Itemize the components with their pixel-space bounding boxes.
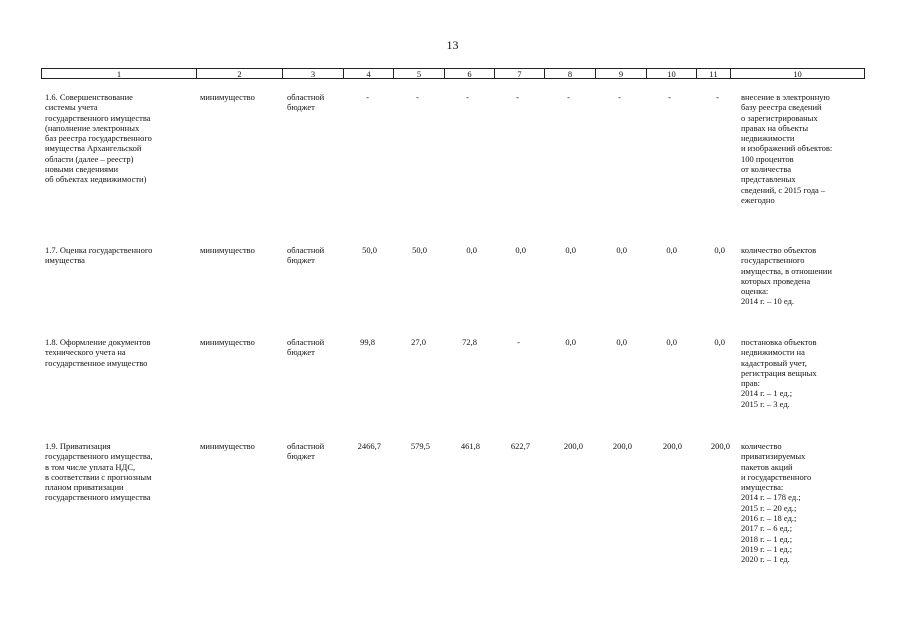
funding-source: областной бюджет bbox=[287, 337, 325, 358]
value-cell: 622,7 bbox=[510, 441, 530, 451]
executor: минимущество bbox=[200, 245, 255, 255]
value-cell: 0,0 bbox=[714, 337, 725, 347]
header-cell: 6 bbox=[445, 69, 495, 78]
value-cell: 0,0 bbox=[515, 245, 526, 255]
value-cell: 0,0 bbox=[616, 337, 627, 347]
value-cell: 0,0 bbox=[714, 245, 725, 255]
value-cell: 50,0 bbox=[412, 245, 427, 255]
header-cell: 9 bbox=[596, 69, 647, 78]
header-cell: 11 bbox=[697, 69, 731, 78]
value-cell: - bbox=[366, 92, 369, 102]
value-cell: - bbox=[668, 92, 671, 102]
executor: минимущество bbox=[200, 337, 255, 347]
value-cell: 200,0 bbox=[710, 441, 730, 451]
funding-source: областной бюджет bbox=[287, 245, 325, 266]
value-cell: 0,0 bbox=[666, 337, 677, 347]
header-cell: 8 bbox=[545, 69, 596, 78]
value-cell: 2466,7 bbox=[357, 441, 381, 451]
value-cell: - bbox=[716, 92, 719, 102]
header-cell: 1 bbox=[42, 69, 197, 78]
value-cell: - bbox=[618, 92, 621, 102]
value-cell: 0,0 bbox=[616, 245, 627, 255]
value-cell: - bbox=[517, 337, 520, 347]
measure-name: 1.8. Оформление документов технического учета на государственное имущество bbox=[45, 337, 151, 368]
expected-result: постановка объектов недвижимости на кадастровый учет, регистрация вещных прав: 2014 г. – 1 ед.; 2015 г. – 3 ед. bbox=[741, 337, 817, 409]
measure-name: 1.6. Совершенствование системы учета государственного имущества (наполнение электронных баз реестра государственного имущества Архангельской области (далее – реестр) новыми сведениями об объектах недвижимости) bbox=[45, 92, 152, 185]
header-cell: 7 bbox=[495, 69, 545, 78]
expected-result: количество объектов государственного имущества, в отношении которых проведена оценка: 2014 г. – 10 ед. bbox=[741, 245, 832, 307]
value-cell: 50,0 bbox=[362, 245, 377, 255]
value-cell: 461,8 bbox=[460, 441, 480, 451]
value-cell: 0,0 bbox=[466, 245, 477, 255]
header-cell: 10 bbox=[647, 69, 697, 78]
value-cell: 72,8 bbox=[462, 337, 477, 347]
value-cell: - bbox=[416, 92, 419, 102]
value-cell: - bbox=[516, 92, 519, 102]
measure-name: 1.9. Приватизация государственного имущества, в том числе уплата НДС, в соответствии с прогнозным планом приватизации государственного имущества bbox=[45, 441, 153, 503]
value-cell: 0,0 bbox=[565, 245, 576, 255]
executor: минимущество bbox=[200, 441, 255, 451]
value-cell: 200,0 bbox=[612, 441, 632, 451]
executor: минимущество bbox=[200, 92, 255, 102]
value-cell: 579,5 bbox=[410, 441, 430, 451]
value-cell: 200,0 bbox=[662, 441, 682, 451]
value-cell: 99,8 bbox=[360, 337, 375, 347]
expected-result: количество приватизируемых пакетов акций и государственного имущества: 2014 г. – 178 ед.; 2015 г. – 20 ед.; 2016 г. – 18 ед.; 2017 г. – 6 ед.; 2018 г. – 1 ед.; 2019 г. – 1 ед.; 2020 г. – 1 ед. bbox=[741, 441, 812, 565]
header-cell: 5 bbox=[394, 69, 445, 78]
value-cell: - bbox=[466, 92, 469, 102]
value-cell: 0,0 bbox=[666, 245, 677, 255]
expected-result: внесение в электронную базу реестра сведений о зарегистрированых правах на объекты недвижимости и изображений объектов: 100 процентов от количества представленых сведений, с 2015 года – ежегодно bbox=[741, 92, 833, 205]
value-cell: - bbox=[567, 92, 570, 102]
funding-source: областной бюджет bbox=[287, 441, 325, 462]
header-cell: 2 bbox=[197, 69, 283, 78]
page-number: 13 bbox=[446, 38, 459, 52]
value-cell: 0,0 bbox=[565, 337, 576, 347]
header-cell: 3 bbox=[283, 69, 344, 78]
header-cell: 4 bbox=[344, 69, 394, 78]
value-cell: 27,0 bbox=[411, 337, 426, 347]
header-cell: 10 bbox=[793, 69, 802, 79]
table-header-row bbox=[41, 68, 865, 79]
funding-source: областной бюджет bbox=[287, 92, 325, 113]
value-cell: 200,0 bbox=[563, 441, 583, 451]
measure-name: 1.7. Оценка государственного имущества bbox=[45, 245, 153, 266]
